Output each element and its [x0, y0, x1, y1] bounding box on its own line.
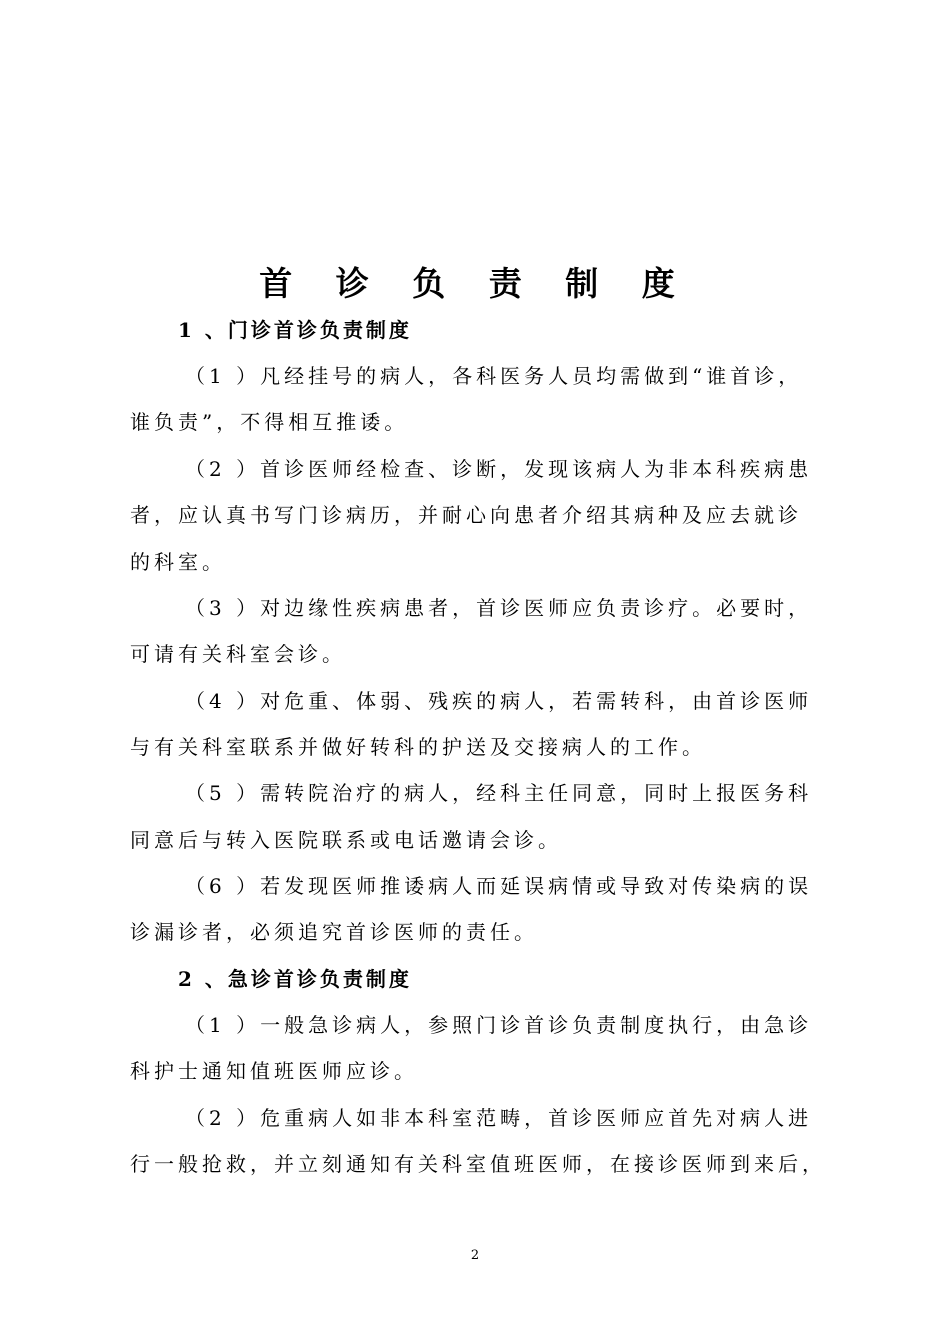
paragraph-line: 行一般抢救，并立刻通知有关科室值班医师，在接诊医师到来后，	[130, 1152, 826, 1176]
paragraph-line: （2 ）首诊医师经检查、诊断，发现该病人为非本科疾病患	[185, 457, 813, 481]
section-heading-emergency: 2 、急诊首诊负责制度	[178, 967, 412, 991]
page-number: 2	[470, 1248, 480, 1263]
paragraph-line: 与有关科室联系并做好转科的护送及交接病人的工作。	[130, 735, 706, 759]
paragraph-line: 者，应认真书写门诊病历，并耐心向患者介绍其病种及应去就诊	[130, 503, 802, 527]
paragraph-line: 诊漏诊者，必须追究首诊医师的责任。	[130, 920, 538, 944]
paragraph-line: （5 ）需转院治疗的病人，经科主任同意，同时上报医务科	[185, 781, 813, 805]
paragraph-line: 科护士通知值班医师应诊。	[130, 1059, 418, 1083]
paragraph-line: （1 ）凡经挂号的病人，各科医务人员均需做到“谁首诊，	[185, 364, 803, 388]
paragraph-line: 同意后与转入医院联系或电话邀请会诊。	[130, 828, 562, 852]
paragraph-line: （2 ）危重病人如非本科室范畴，首诊医师应首先对病人进	[185, 1106, 813, 1130]
paragraph-line: （3 ）对边缘性疾病患者，首诊医师应负责诊疗。必要时，	[185, 596, 813, 620]
paragraph-line: 的科室。	[130, 550, 226, 574]
paragraph-line: 可请有关科室会诊。	[130, 642, 346, 666]
paragraph-line: （1 ）一般急诊病人，参照门诊首诊负责制度执行，由急诊	[185, 1013, 813, 1037]
paragraph-line: 谁负责”，不得相互推诿。	[130, 410, 409, 434]
paragraph-line: （4 ）对危重、体弱、残疾的病人，若需转科，由首诊医师	[185, 689, 813, 713]
section-heading-outpatient: 1 、门诊首诊负责制度	[178, 318, 412, 342]
paragraph-line: （6 ）若发现医师推诿病人而延误病情或导致对传染病的误	[185, 874, 813, 898]
document-title: 首 诊 负 责 制 度	[259, 264, 691, 303]
